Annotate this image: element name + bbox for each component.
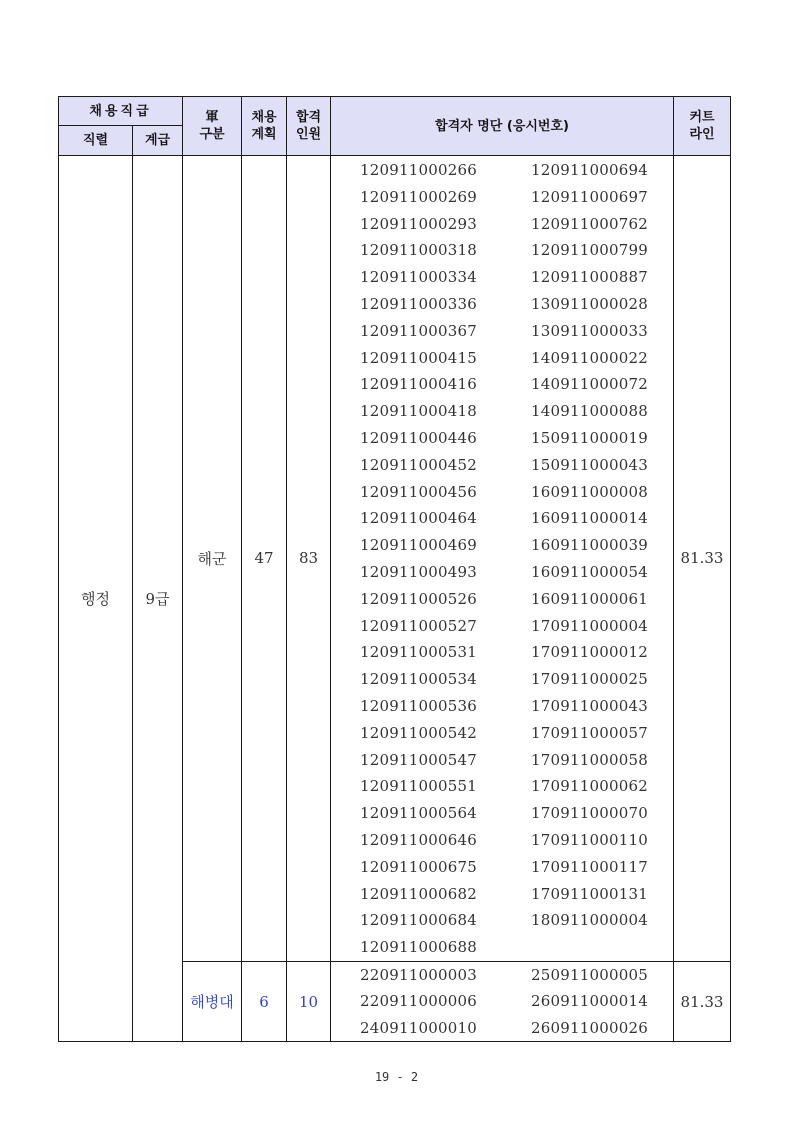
id-list-marine [331, 961, 674, 1042]
applicant-number-left: 120911000564 [360, 804, 477, 823]
applicant-number-left: 120911000336 [360, 294, 477, 313]
applicant-number-left: 120911000675 [360, 857, 477, 876]
header-plan [242, 97, 287, 156]
list-item [331, 907, 673, 934]
military-cell-navy: 해군 [183, 156, 242, 962]
applicant-number-left: 120911000542 [360, 723, 477, 742]
applicant-number-left: 120911000682 [360, 884, 477, 903]
applicant-number-right: 160911000008 [531, 482, 648, 501]
applicant-number-right: 140911000088 [531, 402, 648, 421]
grade-cell: 9급 [133, 156, 183, 1042]
id-list-container [331, 156, 673, 961]
list-item [331, 318, 673, 345]
list-item [331, 452, 673, 479]
applicant-number-right: 160911000039 [531, 536, 648, 555]
applicant-number-left: 120911000464 [360, 509, 477, 528]
list-item [331, 693, 673, 720]
applicant-number-right: 120911000762 [531, 214, 648, 233]
applicant-number-left: 120911000269 [360, 187, 477, 206]
header-cutoff-line1: 커트 [689, 110, 715, 125]
applicant-number-right: 170911000110 [531, 830, 648, 849]
page-number: 19 - 2 [374, 1070, 419, 1084]
applicant-number-right: 250911000005 [531, 965, 648, 984]
applicant-number-left: 120911000534 [360, 670, 477, 689]
applicant-number-left: 240911000010 [360, 1018, 477, 1037]
applicant-number-left: 220911000006 [360, 992, 477, 1011]
applicant-number-left: 120911000367 [360, 321, 477, 340]
list-item [331, 962, 673, 989]
applicant-number-right: 260911000014 [531, 992, 648, 1011]
list-item [331, 800, 673, 827]
list-item [331, 854, 673, 881]
job-series-cell: 행정 [59, 156, 133, 1042]
header-plan-line2: 계획 [251, 127, 277, 142]
list-item [331, 747, 673, 774]
applicant-number-right: 170911000025 [531, 670, 648, 689]
applicant-number-left: 120911000536 [360, 696, 477, 715]
header-military-line1: 軍 [205, 110, 219, 125]
header-passed-line2: 인원 [295, 127, 322, 142]
applicant-number-left: 120911000446 [360, 428, 477, 447]
applicant-number-right: 160911000061 [531, 589, 648, 608]
applicant-number-left: 120911000493 [360, 562, 477, 581]
header-passed-line1: 합격 [295, 110, 322, 125]
list-item [331, 934, 673, 961]
applicant-number-right: 180911000004 [531, 911, 648, 930]
list-item [331, 586, 673, 613]
list-item [331, 425, 673, 452]
applicant-number-right: 140911000022 [531, 348, 648, 367]
applicant-number-left: 120911000293 [360, 214, 477, 233]
header-job-series: 직렬 [59, 126, 133, 156]
applicant-number-right: 170911000131 [531, 884, 648, 903]
list-item [331, 720, 673, 747]
applicant-number-left: 120911000416 [360, 375, 477, 394]
passed-cell-marine: 10 [287, 961, 331, 1042]
list-item [331, 666, 673, 693]
applicant-number-left: 120911000452 [360, 455, 477, 474]
cutoff-cell-navy: 81.33 [674, 156, 731, 962]
applicant-number-right: 120911000694 [531, 161, 648, 179]
list-item [331, 184, 673, 211]
applicant-number-right: 260911000026 [531, 1018, 648, 1037]
applicant-number-left: 120911000456 [360, 482, 477, 501]
applicant-number-left: 120911000547 [360, 750, 477, 769]
results-table [58, 96, 731, 1042]
applicant-number-left: 120911000684 [360, 911, 477, 930]
military-cell-marine: 해병대 [183, 961, 242, 1042]
list-item [331, 398, 673, 425]
list-item [331, 532, 673, 559]
list-item [331, 505, 673, 532]
list-item [331, 613, 673, 640]
applicant-number-left: 120911000531 [360, 643, 477, 662]
applicant-number-right: 160911000054 [531, 562, 648, 581]
applicant-number-left: 120911000266 [360, 161, 477, 179]
list-item [331, 479, 673, 506]
plan-cell-marine: 6 [242, 961, 287, 1042]
applicant-number-right: 170911000058 [531, 750, 648, 769]
list-item [331, 773, 673, 800]
header-cutoff-line2: 라인 [689, 127, 715, 142]
list-item [331, 881, 673, 908]
table-row [59, 156, 731, 962]
header-passed [287, 97, 331, 156]
list-item [331, 345, 673, 372]
list-item [331, 1015, 673, 1042]
applicant-number-right: 170911000043 [531, 696, 648, 715]
applicant-number-right: 170911000070 [531, 804, 648, 823]
applicant-number-left: 120911000688 [360, 938, 477, 957]
list-item [331, 237, 673, 264]
applicant-number-right: 170911000057 [531, 723, 648, 742]
list-item [331, 639, 673, 666]
applicant-number-right: 150911000019 [531, 428, 648, 447]
list-item [331, 371, 673, 398]
header-list-title: 합격자 명단 (응시번호) [331, 97, 674, 156]
passed-cell-navy: 83 [287, 156, 331, 962]
applicant-number-right: 170911000012 [531, 643, 648, 662]
applicant-number-right: 150911000043 [531, 455, 648, 474]
header-grade: 계급 [133, 126, 183, 156]
applicant-number-right: 140911000072 [531, 375, 648, 394]
applicant-number-right: 120911000799 [531, 241, 648, 260]
list-item [331, 291, 673, 318]
list-item [331, 264, 673, 291]
id-list-container [331, 962, 673, 1042]
applicant-number-left: 220911000003 [360, 965, 477, 984]
list-item [331, 211, 673, 238]
header-military [183, 97, 242, 156]
applicant-number-right: 170911000117 [531, 857, 648, 876]
applicant-number-right: 130911000028 [531, 294, 648, 313]
applicant-number-right: 120911000697 [531, 187, 648, 206]
list-item [331, 559, 673, 586]
list-item [331, 827, 673, 854]
header-cutoff [674, 97, 731, 156]
list-item [331, 988, 673, 1015]
header-plan-line1: 채용 [251, 110, 277, 125]
applicant-number-right [531, 934, 673, 961]
applicant-number-right: 160911000014 [531, 509, 648, 528]
applicant-number-left: 120911000527 [360, 616, 477, 635]
plan-cell-navy: 47 [242, 156, 287, 962]
applicant-number-right: 170911000004 [531, 616, 648, 635]
applicant-number-left: 120911000318 [360, 241, 477, 260]
applicant-number-left: 120911000551 [360, 777, 477, 796]
header-military-line2: 구분 [199, 127, 225, 142]
id-list-navy [331, 156, 674, 962]
applicant-number-left: 120911000418 [360, 402, 477, 421]
header-recruit-job: 채용직급 [59, 97, 183, 126]
applicant-number-left: 120911000334 [360, 268, 477, 287]
applicant-number-left: 120911000469 [360, 536, 477, 555]
cutoff-cell-marine: 81.33 [674, 961, 731, 1042]
applicant-number-right: 170911000062 [531, 777, 648, 796]
list-item [331, 157, 673, 184]
applicant-number-left: 120911000526 [360, 589, 477, 608]
applicant-number-left: 120911000646 [360, 830, 477, 849]
applicant-number-right: 130911000033 [531, 321, 648, 340]
applicant-number-left: 120911000415 [360, 348, 477, 367]
applicant-number-right: 120911000887 [531, 268, 648, 287]
